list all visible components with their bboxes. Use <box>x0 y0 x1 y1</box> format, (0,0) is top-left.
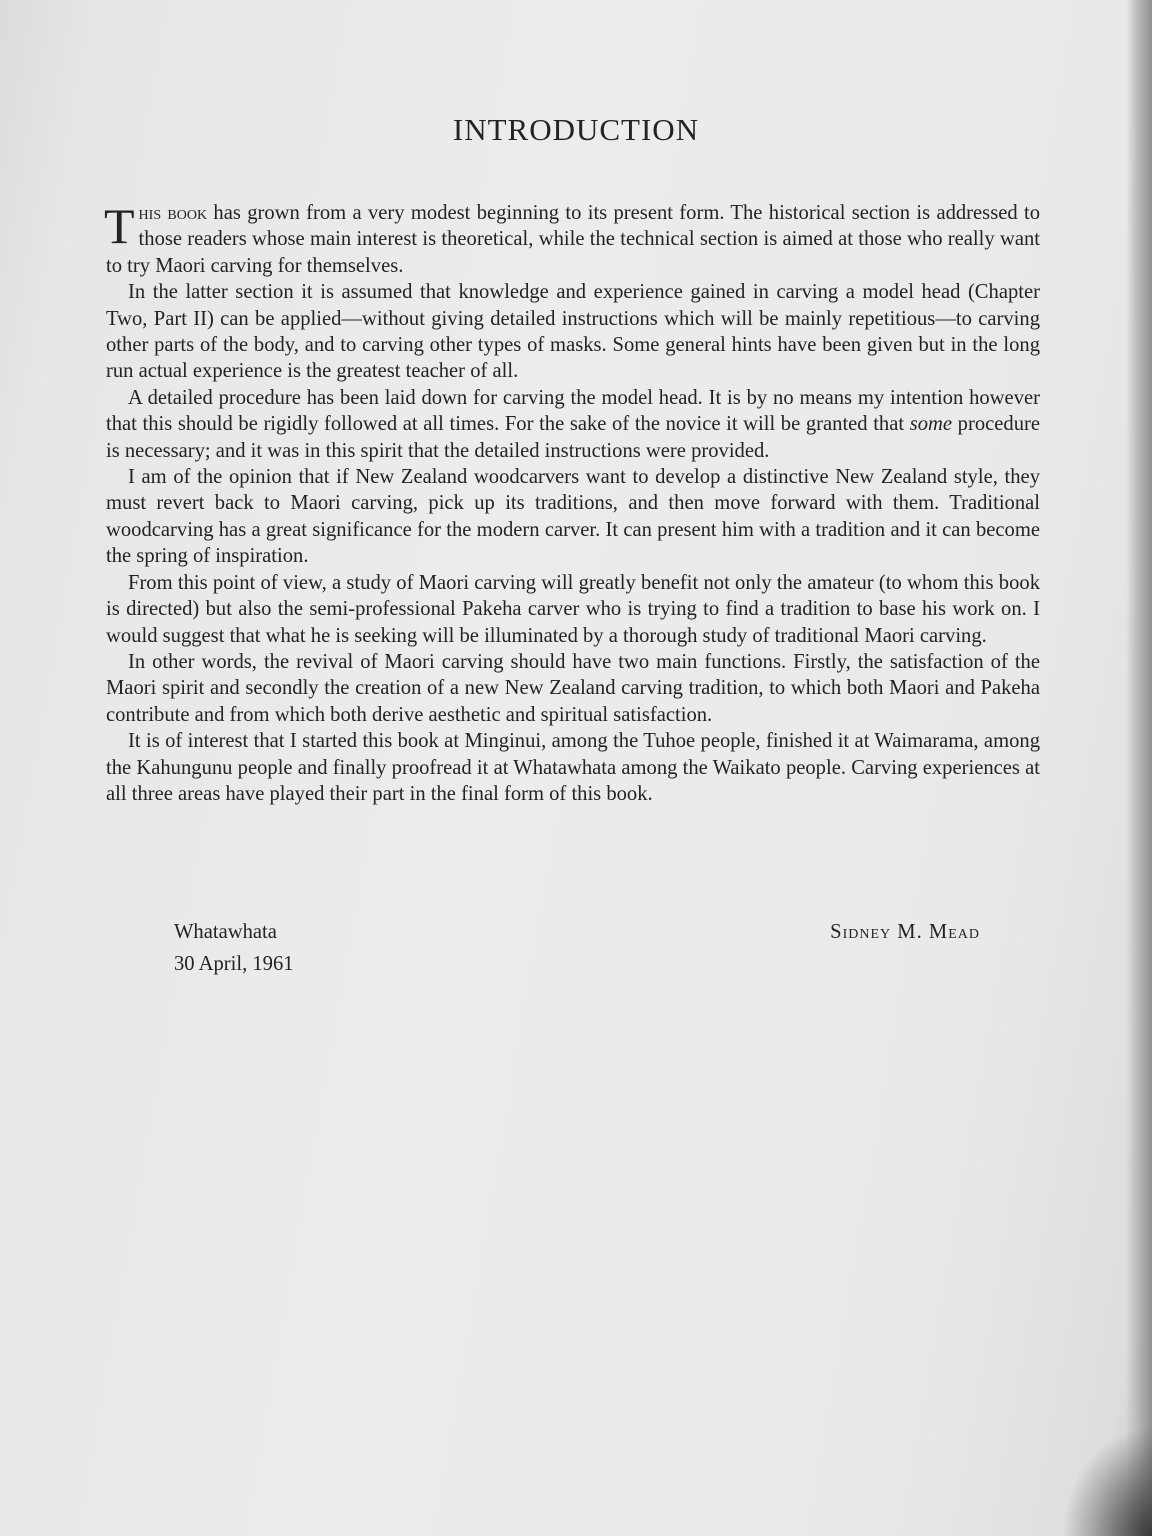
page-title: INTRODUCTION <box>452 112 700 147</box>
paragraph-5: From this point of view, a study of Maori carving will greatly benefit not only the amateur (to whom this book is directed) but also the semi-professional Pakeha carver who is trying to find a tradition to base his work on. I would suggest that what he is seeking will be illuminated by a thorough study of traditional Maori carving. <box>106 571 1040 647</box>
paragraph-7: It is of interest that I started this book at Minginui, among the Tuhoe people, finished it at Waimarama, among the Kahungunu people and finally proofread it at Whatawhata among the Waikato people. Carving experiences at all three areas have played their part in the final form of this book. <box>106 730 1040 805</box>
paragraph-3-after: procedure is necessary; and it was in this spirit that the detailed instructions were provided. <box>106 413 1040 462</box>
page-edge-shadow <box>1126 0 1152 1536</box>
opening-small-caps: his book <box>138 202 208 224</box>
paragraph-4: I am of the opinion that if New Zealand woodcarvers want to develop a distinctive New Zealand style, they must revert back to Maori carving, pick up its traditions, and then move forward with them. Traditional woodcarving has a great significance for the modern carver. It can present him with a tradition and it can become the spring of inspiration. <box>106 466 1040 568</box>
signoff-date: 30 April, 1961 <box>174 953 294 975</box>
paragraph-1 <box>106 200 1040 279</box>
paragraph-3-before: A detailed procedure has been laid down for carving the model head. It is by no means my intention however that this should be rigidly followed at all times. For the sake of the novice it will be granted that <box>106 386 1040 436</box>
corner-shadow <box>1062 1426 1152 1536</box>
paragraph-6: In other words, the revival of Maori carving should have two main functions. Firstly, the satisfaction of the Maori spirit and secondly the creation of a new New Zealand carving tradition, to which both Maori and Pakeha contribute and from which both derive aesthetic and spiritual satisfaction. <box>106 650 1040 726</box>
introduction-body <box>106 200 1040 807</box>
paragraph-1-text: has grown from a very modest beginning to its present form. The historical section is addressed to those readers whose main interest is theoretical, while the technical section is aimed at those who really want to try Maori carving for themselves. <box>106 202 1040 277</box>
signoff-author: Sidney M. Mead <box>830 921 980 943</box>
paragraph-2: In the latter section it is assumed that knowledge and experience gained in carving a model head (Chapter Two, Part II) can be applied—without giving detailed instructions which will be mainly repetitious—to carving other parts of the body, and to carving other types of masks. Some general hints have been given but in the long run actual experience is the greatest teacher of all. <box>106 281 1040 383</box>
drop-cap: T <box>104 198 135 254</box>
paragraph-3-emphasis: some <box>909 413 953 436</box>
signoff-place: Whatawhata <box>174 921 277 943</box>
paragraph-3 <box>106 385 1040 464</box>
